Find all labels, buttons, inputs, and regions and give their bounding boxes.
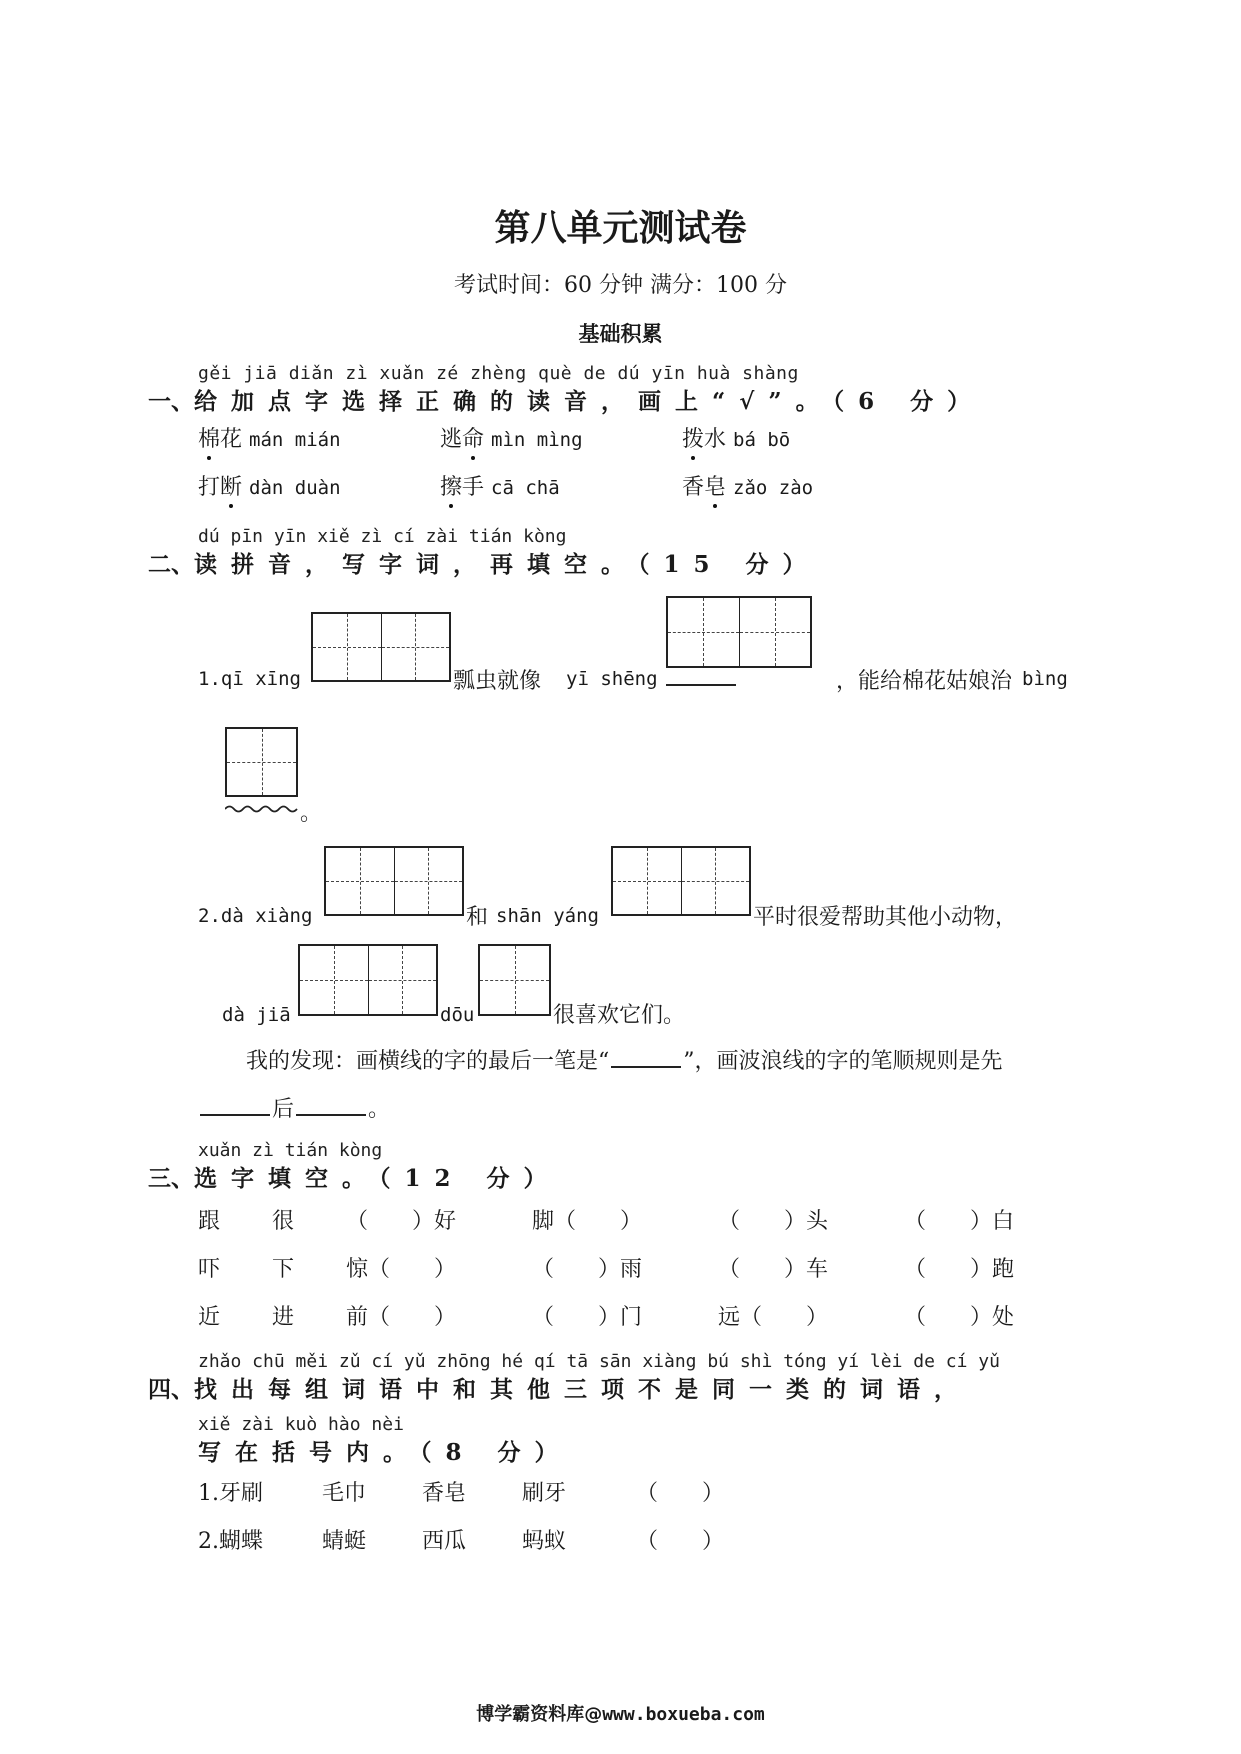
tianzige-dajia[interactable] [298, 944, 438, 1016]
discovery-line-2: 后 。 [198, 1092, 390, 1123]
q1-heading [148, 383, 984, 416]
q4-number: 四、 [148, 1376, 194, 1403]
q3-text: 选字填空。（12 分） [194, 1165, 561, 1192]
q2-heading [148, 546, 820, 579]
q1-item-3: 拨水 bá bō [682, 422, 790, 453]
q1-item-6: 香皂 zǎo zào [682, 470, 813, 501]
q1-item-5: 擦手 cā chā [440, 470, 560, 501]
blank-after[interactable] [296, 1114, 366, 1116]
tianzige-bing[interactable] [225, 727, 298, 797]
tianzige-shanyang[interactable] [611, 846, 751, 916]
s1-text-1: 瓢虫就像 [453, 669, 542, 694]
s1-period: 。 [300, 801, 323, 826]
q1-item-1: 棉花 mán mián [198, 422, 341, 453]
s2-text-he: 和 [466, 905, 489, 930]
q3-pinyin: xuǎn zì tián kòng [198, 1140, 383, 1161]
q3-number: 三、 [148, 1165, 194, 1192]
s1-pinyin-bing: bìng [1022, 668, 1068, 690]
discovery-line-1: 我的发现：画横线的字的最后一笔是“ ”，画波浪线的字的笔顺规则是先 [246, 1049, 1003, 1074]
q4-text-1: 找出每组词语中和其他三项不是同一类的词语， [194, 1376, 971, 1403]
s3-pinyin-dou: dōu [440, 1004, 475, 1026]
q4-text-2: 写在括号内。（8 分） [198, 1439, 572, 1466]
s3-text: 很喜欢它们。 [553, 1003, 686, 1028]
footer-watermark: 博学霸资料库@www.boxueba.com [476, 1704, 765, 1725]
s1-underline [666, 684, 736, 686]
q2-text: 读拼音，写字词，再填空。（15 分） [194, 551, 820, 578]
s1-text-2: ，能给棉花姑娘治 [836, 669, 1013, 694]
s1-pinyin-qixing: 1.qī xīng [198, 668, 301, 690]
q1-pinyin: gěi jiā diǎn zì xuǎn zé zhèng què de dú yīn huà shàng [198, 363, 799, 384]
section-title: 基础积累 [578, 321, 663, 346]
blank-first[interactable] [200, 1114, 270, 1116]
q4-heading-1 [148, 1371, 971, 1404]
q1-number: 一、 [148, 388, 194, 415]
tianzige-daxiang[interactable] [324, 846, 464, 916]
wavy-underline [225, 804, 299, 814]
page-title: 第八单元测试卷 [494, 207, 747, 249]
q1-text: 给加点字选择正确的读音，画上“√”。（6 分） [194, 388, 985, 415]
q2-pinyin: dú pīn yīn xiě zì cí zài tián kòng [198, 526, 567, 547]
s2-pinyin-shanyang: shān yáng [496, 905, 599, 927]
q4-pinyin-1: zhǎo chū měi zǔ cí yǔ zhōng hé qí tā sān xiàng bú shì tóng yí lèi de cí yǔ [198, 1351, 1000, 1372]
q1-item-4: 打断 dàn duàn [198, 470, 341, 501]
tianzige-dou[interactable] [478, 944, 551, 1016]
q4-pinyin-2: xiě zài kuò hào nèi [198, 1414, 404, 1435]
s1-pinyin-yisheng: yī shēng [566, 668, 658, 690]
s2-pinyin-daxiang: 2.dà xiàng [198, 905, 313, 927]
s3-pinyin-dajia: dà jiā [222, 1004, 291, 1026]
q3-heading [148, 1160, 561, 1193]
q1-item-2: 逃命 mìn mìng [440, 422, 583, 453]
q4-heading-2 [198, 1434, 572, 1467]
tianzige-qixing[interactable] [311, 612, 451, 682]
q2-number: 二、 [148, 551, 194, 578]
tianzige-yisheng[interactable] [666, 596, 812, 668]
s2-text-2: 平时很爱帮助其他小动物， [753, 905, 1018, 930]
blank-last-stroke[interactable] [611, 1066, 681, 1068]
exam-meta: 考试时间：60 分钟 满分：100 分 [454, 273, 787, 298]
